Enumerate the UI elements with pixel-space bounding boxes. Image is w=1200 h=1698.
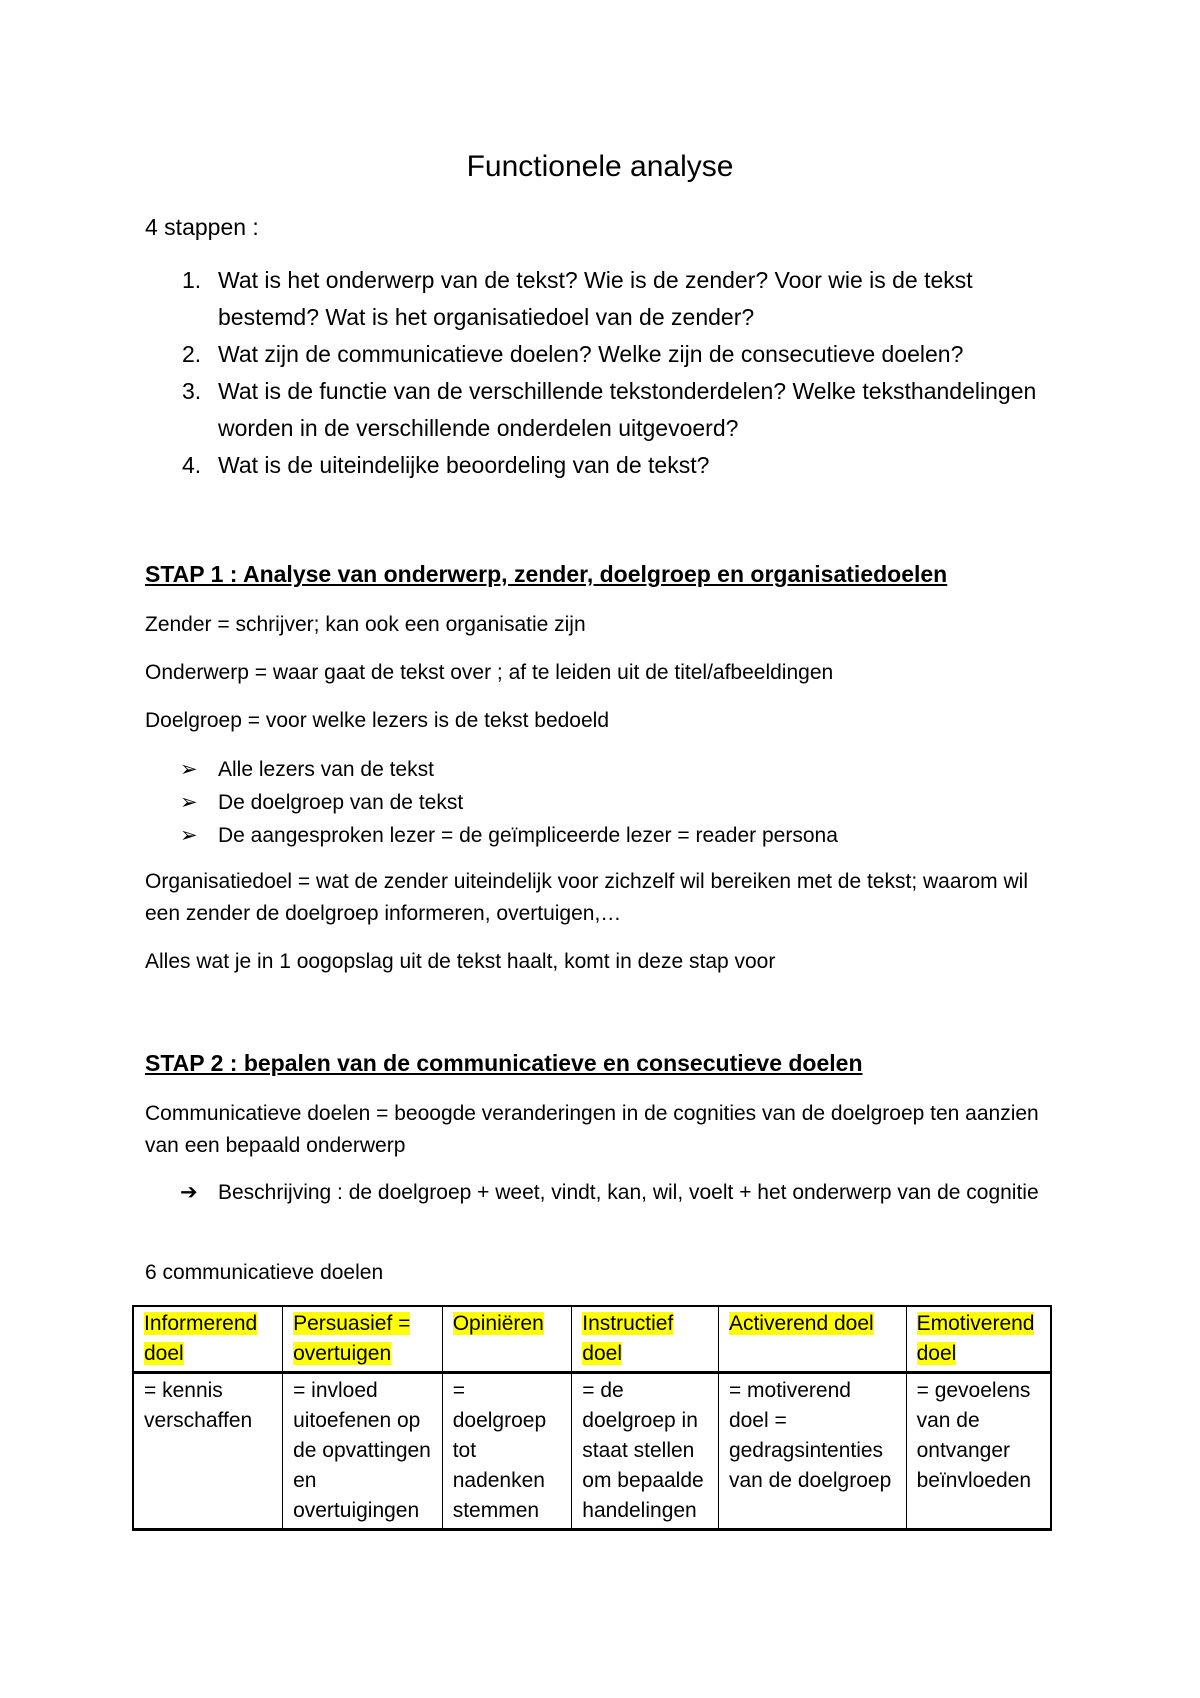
stap2-heading: STAP 2 : bepalen van de communicatieve en consecutieve doelen [145,1050,863,1076]
table-cell: = doelgroep tot nadenken stemmen [442,1373,572,1530]
list-number: 1. [182,267,202,293]
table-cell: = de doelgroep in staat stellen om bepaalde handelingen [572,1373,719,1530]
lezer-bullet-list [180,753,838,852]
steps-intro: 4 stappen : [145,214,259,240]
list-item [145,447,1075,484]
list-item [145,262,1075,336]
highlighted-header: Opiniëren [452,1312,544,1335]
beschrijving-text: Beschrijving : de doelgroep + weet, vindt, kan, wil, voelt + het onderwerp van de cognitie [218,1181,1039,1204]
communicatieve-doelen-definition: Communicatieve doelen = beoogde veranderingen in de cognities van de doelgroep ten aanzien van een bepaald onderwerp [145,1102,1039,1157]
table-header-cell [906,1306,1051,1373]
list-item-text: Wat zijn de communicatieve doelen? Welke zijn de consecutieve doelen? [218,341,964,367]
table-cell: = invloed uitoefenen op de opvattingen en overtuigingen [283,1373,443,1530]
table-cell: = motiverend doel = gedragsintenties van de doelgroep [718,1373,906,1530]
arrow-bullet-icon: ➔ [180,1181,198,1204]
table-header-cell [133,1306,283,1373]
list-item-text: Alle lezers van de tekst [218,758,434,781]
list-item [180,753,838,786]
stap1-summary: Alles wat je in 1 oogopslag uit de tekst haalt, komt in deze stap voor [145,950,776,973]
table-header-cell [442,1306,572,1373]
communicatieve-doelen-table [132,1305,1052,1531]
table-header-cell [572,1306,719,1373]
zender-definition: Zender = schrijver; kan ook een organisatie zijn [145,613,586,636]
onderwerp-definition: Onderwerp = waar gaat de tekst over ; af te leiden uit de titel/afbeeldingen [145,661,834,684]
list-item-text: Wat is de uiteindelijke beoordeling van de tekst? [218,452,710,478]
page-title: Functionele analyse [466,150,734,183]
list-item-text: De aangesproken lezer = de geïmpliceerde lezer = reader persona [218,824,838,847]
list-number: 3. [182,378,202,404]
list-number: 2. [182,341,202,367]
highlighted-header: Persuasief = overtuigen [293,1312,411,1365]
highlighted-header: Instructief doel [582,1312,674,1365]
list-item [180,819,838,852]
table-header-row [133,1306,1051,1373]
list-item-text: Wat is het onderwerp van de tekst? Wie is de zender? Voor wie is de tekst bestemd? Wat is het organisatiedoel van de zender? [218,267,973,330]
table-cell: = kennis verschaffen [133,1373,283,1530]
table-cell: = gevoelens van de ontvanger beïnvloeden [906,1373,1051,1530]
arrowhead-bullet-icon: ➢ [180,824,198,847]
list-item-text: Wat is de functie van de verschillende tekstonderdelen? Welke teksthandelingen worden in de verschillende onderdelen uitgevoerd? [218,378,1037,441]
list-item [180,786,838,819]
list-item-text: De doelgroep van de tekst [218,791,464,814]
list-item [145,373,1075,447]
table-intro: 6 communicatieve doelen [145,1261,384,1284]
list-item [145,336,1075,373]
arrowhead-bullet-icon: ➢ [180,758,198,781]
list-number: 4. [182,452,202,478]
highlighted-header: Activerend doel [728,1312,874,1335]
table-header-cell [283,1306,443,1373]
steps-list [145,262,1075,484]
highlighted-header: Emotiverend doel [916,1312,1035,1365]
beschrijving-item [180,1176,1050,1209]
table-row [133,1373,1051,1530]
table-header-cell [718,1306,906,1373]
highlighted-header: Informerend doel [144,1312,258,1365]
organisatiedoel-definition: Organisatiedoel = wat de zender uiteindelijk voor zichzelf wil bereiken met de tekst; waarom wil een zender de doelgroep informeren, overtuigen,… [145,870,1029,925]
stap1-heading: STAP 1 : Analyse van onderwerp, zender, doelgroep en organisatiedoelen [145,561,948,587]
doelgroep-definition: Doelgroep = voor welke lezers is de tekst bedoeld [145,709,610,732]
arrowhead-bullet-icon: ➢ [180,791,198,814]
